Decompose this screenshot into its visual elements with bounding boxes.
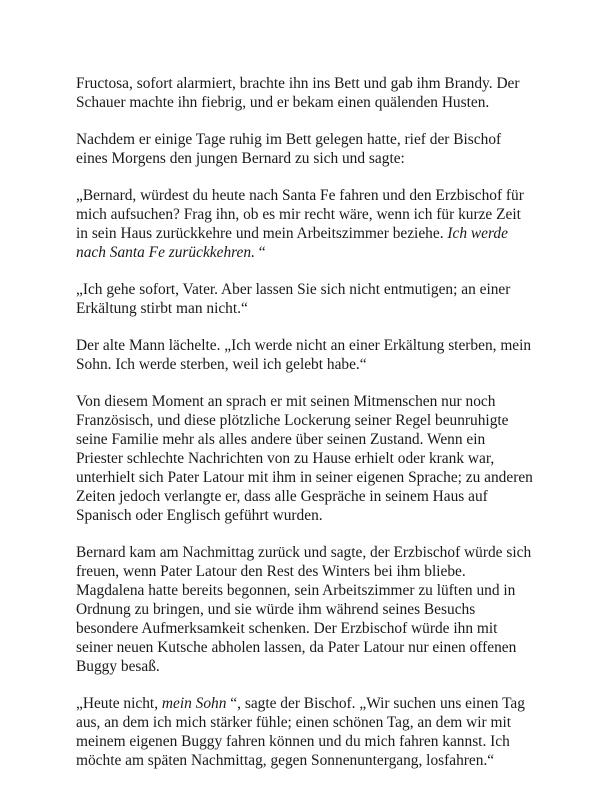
paragraph-text: “	[254, 244, 266, 261]
paragraph-text: Fructosa, sofort alarmiert, brachte ihn ins Bett und gab ihm Brandy. Der Schauer machte ihn fiebrig, und er bekam einen quälenden Husten.	[76, 75, 520, 111]
paragraph-text: „Ich gehe sofort, Vater. Aber lassen Sie sich nicht entmutigen; an einer Erkältung stirbt man nicht.“	[76, 281, 511, 317]
paragraph-text: Von diesem Moment an sprach er mit seinen Mitmenschen nur noch Französisch, und diese plötzliche Lockerung seiner Regel beunruhigte seine Familie mehr als alles andere über seinen Zustand. Wenn ein Priester schlechte Nachrichten von zu Hause erhielt oder krank war, unterhielt sich Pater Latour mit ihm in seiner eigenen Sprache; zu anderen Zeiten jedoch verlangte er, dass alle Gespräche in seinem Haus auf Spanisch oder Englisch geführt wurden.	[76, 393, 533, 524]
paragraph-7	[76, 543, 534, 676]
paragraph-6	[76, 392, 534, 525]
paragraph-text: “, sagte der Bischof. „Wir suchen uns einen Tag aus, an dem ich mich stärker fühle; einen schönen Tag, an dem wir mit meinem eigenen Buggy fahren können und du mich fahren kannst. Ich möchte am späten Nachmittag, gegen Sonnenuntergang, losfahren.“	[76, 695, 525, 769]
italic-text: mein Sohn	[161, 695, 227, 712]
paragraph-text: Bernard kam am Nachmittag zurück und sagte, der Erzbischof würde sich freuen, wenn Pater Latour den Rest des Winters bei ihm bliebe. Magdalena hatte bereits begonnen, sein Arbeitszimmer zu lüften und in Ordnung zu bringen, und sie würde ihm während seines Besuchs besondere Aufmerksamkeit schenken. Der Erzbischof würde ihn mit seiner neuen Kutsche abholen lassen, da Pater Latour nur einen offenen Buggy besaß.	[76, 544, 532, 675]
paragraph-3	[76, 186, 534, 262]
paragraph-text: „Bernard, würdest du heute nach Santa Fe fahren und den Erzbischof für mich aufsuchen? Frag ihn, ob es mir recht wäre, wenn ich für kurze Zeit in sein Haus zurückkehre und mein Arbeitszimmer beziehe.	[76, 187, 524, 242]
italic-text: Ich werde nach Santa Fe zurückkehren.	[76, 225, 508, 261]
paragraph-5	[76, 336, 534, 374]
paragraph-text: Der alte Mann lächelte. „Ich werde nicht an einer Erkältung sterben, mein Sohn. Ich werde sterben, weil ich gelebt habe.“	[76, 337, 532, 373]
paragraph-8	[76, 694, 534, 770]
paragraph-4	[76, 280, 534, 318]
paragraph-2	[76, 130, 534, 168]
paragraph-text: „Heute nicht,	[76, 695, 162, 712]
document-body	[76, 74, 534, 788]
paragraph-text: Nachdem er einige Tage ruhig im Bett gelegen hatte, rief der Bischof eines Morgens den jungen Bernard zu sich und sagte:	[76, 131, 502, 167]
paragraph-1	[76, 74, 534, 112]
